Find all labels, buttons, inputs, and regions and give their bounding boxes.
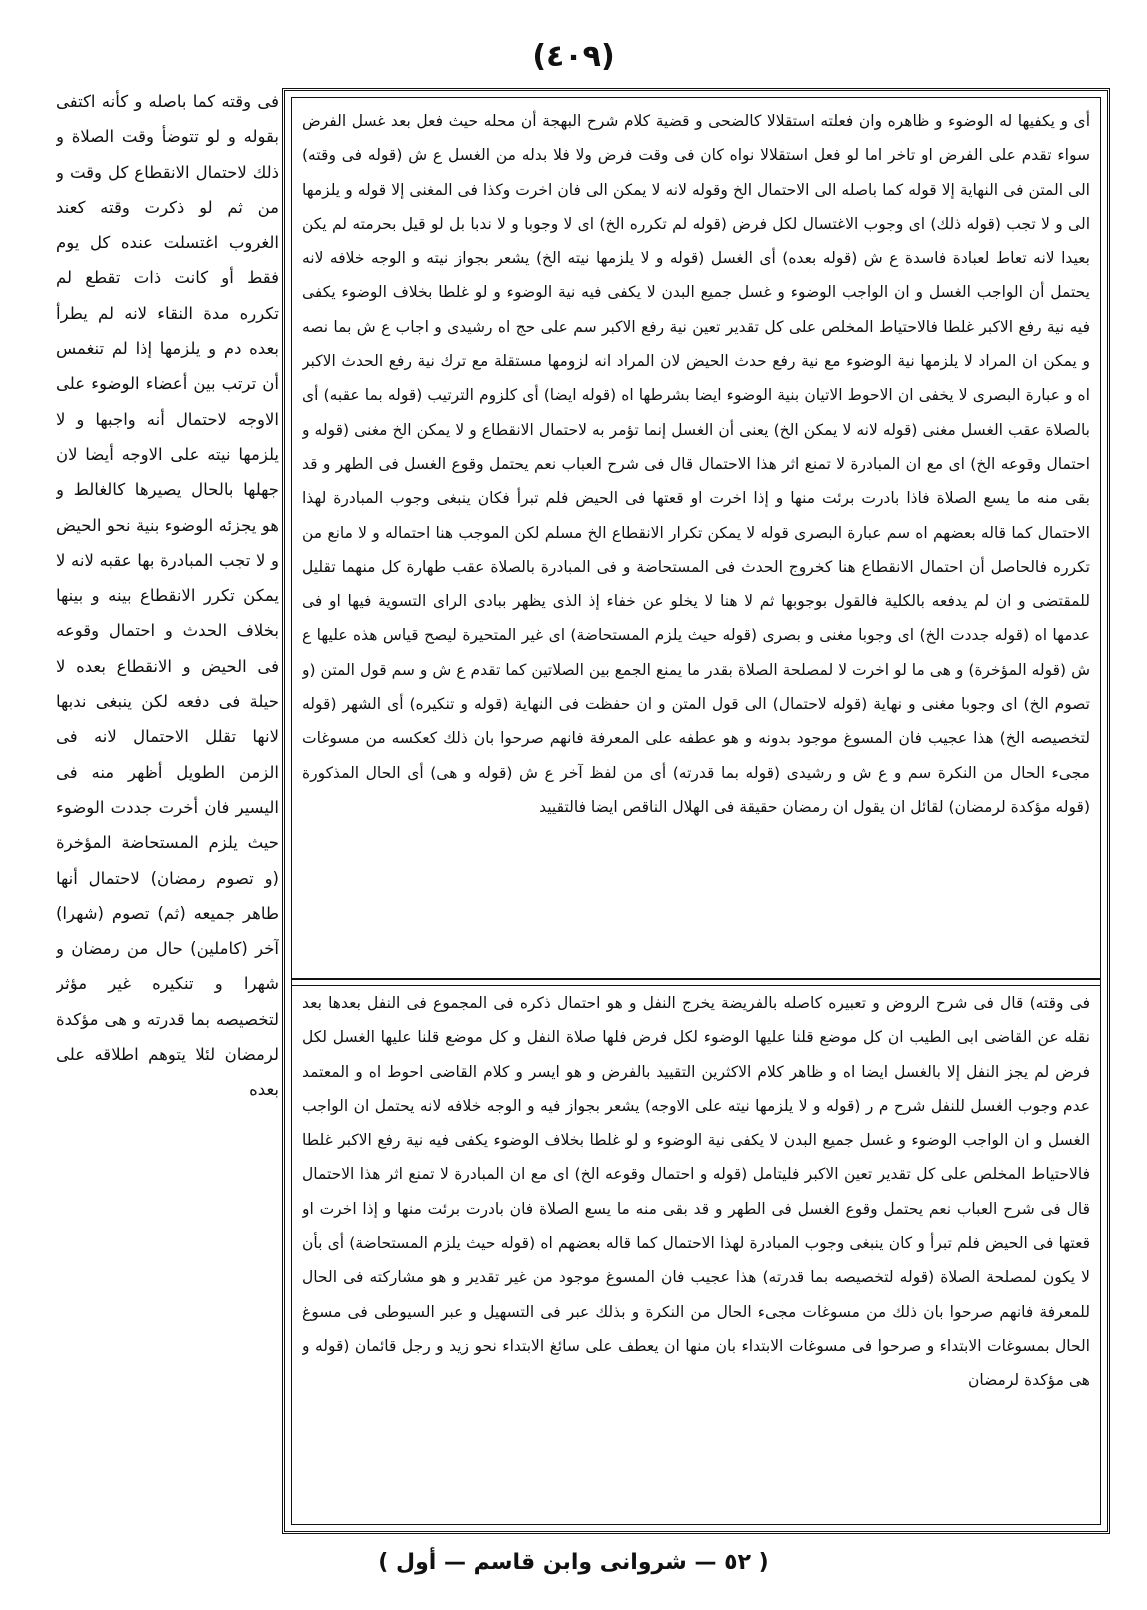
main-text: فى وقته كما باصله و كأنه اكتفى بقوله و لو تتوضأ وقت الصلاة و ذلك لاحتمال الانقطاع كل وقت و من ثم لو ذكرت وقته كعند الغروب اغتسلت عنده كل يوم فقط أو كانت ذات تقطع لم تكرره مدة النقاء لانه لم يطرأ بعده دم و يلزمها إذا لم تنغمس أن ترتب بين أعضاء الوضوء على الاوجه لاحتمال أنه واجبها و لا يلزمها نيته على الاوجه أيضا لان جهلها بالحال يصيرها كالغالط و هو يجزئه الوضوء بنية نحو الحيض و لا تجب المبادرة بها عقبه لانه لا يمكن تكرر الانقطاع بينه و بينها بخلاف الحدث و احتمال وقوعه فى الحيض و الانقطاع بعده لا حيلة فى دفعه لكن ينبغى ندبها لانها تقلل الاحتمال لانه فى الزمن الطويل أظهر منه فى اليسير فان أخرت جددت الوضوء حيث يلزم المستحاضة المؤخرة (و تصوم رمضان) لاحتمال أنها طاهر جميعه (ثم) تصوم (شهرا) آخر (كاملين) حال من رمضان و شهرا و تنكيره غير مؤثر لتخصيصه بما قدرته و هى مؤكدة لرمضان لئلا يتوهم اطلاقه على بعده bbox=[56, 92, 279, 1100]
main-text-column bbox=[56, 84, 279, 1536]
commentary-lower-block bbox=[302, 986, 1090, 1518]
commentary-frame bbox=[282, 88, 1110, 1534]
commentary-upper-block bbox=[302, 104, 1090, 972]
section-divider bbox=[292, 978, 1100, 986]
commentary-inner-border bbox=[291, 97, 1101, 1525]
page-footer: ( ٥٢ — شروانى وابن قاسم — أول ) bbox=[378, 1550, 769, 1575]
page-number: (٤٠٩) bbox=[532, 39, 615, 74]
commentary-upper-text: أى و يكفيها له الوضوء و ظاهره وان فعلته استقلالا كالضحى و قضية كلام شرح البهجة أن محله حيث فعل بعد غسل الفرض سواء تقدم على الفرض او تاخر اما لو فعل استقلالا نواه كان فى وقت فرض ولا فلا بدله من الغسل ع ش (قوله فى وقته) الى المتن فى النهاية إلا قوله كما باصله الى الاحتمال الخ وقوله لانه لا يمكن الى فان اخرت وكذا فى المغنى إلا قوله و يلزمها الى و لا تجب (قوله ذلك) اى وجوب الاغتسال لكل فرض (قوله لم تكرره الخ) اى لا وجوبا و لا ندبا بل لو قيل بحرمته لم يكن بعيدا لانه تعاط لعبادة فاسدة ع ش (قوله بعده) أى الغسل (قوله و لا يلزمها نيته الخ) يشعر بجواز نيته و الوجه خلافه لانه يحتمل أن الواجب الغسل و ان الواجب الوضوء و غسل جميع البدن لا يكفى فيه نية الوضوء و لو غلطا بخلاف الوضوء يكفى فيه نية رفع الاكبر غلطا فالاحتياط المخلص على كل تقدير تعين نية رفع الاكبر سم على حج اه رشيدى و اجاب ع ش بما نصه و يمكن ان المراد لا يلزمها نية الوضوء مع نية رفع حدث الحيض لان المراد انه لزومها مستقلة مع ترك نية رفع الحدث الاكبر اه و عبارة البصرى لا يخفى ان الاحوط الاتيان بنية الوضوء ايضا بشرطها اه (قوله ايضا) أى كلزوم الترتيب (قوله بما عقبه) أى بالصلاة عقب الغسل مغنى (قوله لانه لا يمكن الخ) يعنى أن الغسل إنما تؤمر به لاحتمال الانقطاع و لا يمكن الخ مغنى (قوله و احتمال وقوعه الخ) اى مع ان المبادرة لا تمنع اثر هذا الاحتمال قال فى شرح العباب نعم يحتمل وقوع الغسل فى الطهر و قد بقى منه ما يسع الصلاة فاذا بادرت برئت منها و إذا اخرت او قعتها فى الحيض فلم تبرأ فكان ينبغى وجوب المبادرة لهذا الاحتمال كما قاله بعضهم اه سم عبارة البصرى قوله لا يمكن تكرار الانقطاع الخ مسلم لكن الموجب هنا احتماله و لا مانع من تكرره فالحاصل أن احتمال الانقطاع هنا كخروج الحدث فى المستحاضة و فى المبادرة بالصلاة عقب طهارة كل منهما تقليل للمقتضى و ان لم يدفعه بالكلية فالقول بوجوبها ثم لا هنا لا يخلو عن خفاء إذ الذى يظهر ببادى الراى التسوية فيها او فى عدمها اه (قوله جددت الخ) اى وجوبا مغنى و بصرى (قوله حيث يلزم المستحاضة) اى غير المتحيرة ليصح قياس هذه عليها ع ش (قوله المؤخرة) و هى ما لو اخرت لا لمصلحة الصلاة بقدر ما يمنع الجمع بين الصلاتين كما تقدم ع ش و سم قول المتن (و تصوم الخ) اى وجوبا مغنى و نهاية (قوله لاحتمال) الى قول المتن و ان حفظت فى النهاية (قوله و تنكيره) أى الشهر (قوله لتخصيصه الخ) هذا عجيب فان المسوغ موجود بدونه و هو عطفه على المعرفة فانهم صرحوا بان ذلك كعكسه من مسوغات مجىء الحال من النكرة سم و ع ش و رشيدى (قوله بما قدرته) أى من لفظ آخر ع ش (قوله و هى) أى الحال المذكورة (قوله مؤكدة لرمضان) لقائل ان يقول ان رمضان حقيقة فى الهلال الناقص ايضا فالتقييد bbox=[302, 112, 1090, 816]
commentary-lower-text: فى وقته) قال فى شرح الروض و تعبيره كاصله بالفريضة يخرج النفل و هو احتمال ذكره فى المجموع فى النفل بعدها بعد نقله عن القاضى ابى الطيب ان كل موضع قلنا عليها الوضوء لكل فرض فلها صلاة النفل و كل موضع قلنا عليها الغسل لكل فرض لم يجز النفل إلا بالغسل ايضا اه و ظاهر كلام الاكثرين التقييد بالفرض و هو ايسر و كلام القاضى احوط اه و المعتمد عدم وجوب الغسل للنفل شرح م ر (قوله و لا يلزمها نيته على الاوجه) يشعر بجواز فيه و الوجه خلافه لانه يحتمل ان الواجب الغسل و ان الواجب الوضوء و غسل جميع البدن لا يكفى نية الوضوء و لو غلطا بخلاف الوضوء يكفى فيه نية رفع الاكبر غلطا فالاحتياط المخلص على كل تقدير تعين الاكبر فليتامل (قوله و احتمال وقوعه الخ) اى مع ان المبادرة لا تمنع اثر هذا الاحتمال قال فى شرح العباب نعم يحتمل وقوع الغسل فى الطهر و قد بقى منه ما يسع الصلاة فان بادرت برئت منها و إذا اخرت او قعتها فى الحيض فلم تبرأ و كان ينبغى وجوب المبادرة لهذا الاحتمال كما قاله بعضهم اه (قوله حيث يلزم المستحاضة) أى بأن لا يكون لمصلحة الصلاة (قوله لتخصيصه بما قدرته) هذا عجيب فان المسوغ موجود من غير تقدير و هو مشاركته فى الحال للمعرفة فانهم صرحوا بان ذلك من مسوغات مجىء الحال من النكرة و بذلك عبر فى التسهيل و عبر السيوطى فى مسوغ الحال بمسوغات الابتداء و صرحوا فى مسوغات الابتداء بان منها ان يعطف على سائغ الابتداء نحو زيد و رجل قائمان (قوله و هى مؤكدة لرمضان bbox=[302, 994, 1090, 1390]
